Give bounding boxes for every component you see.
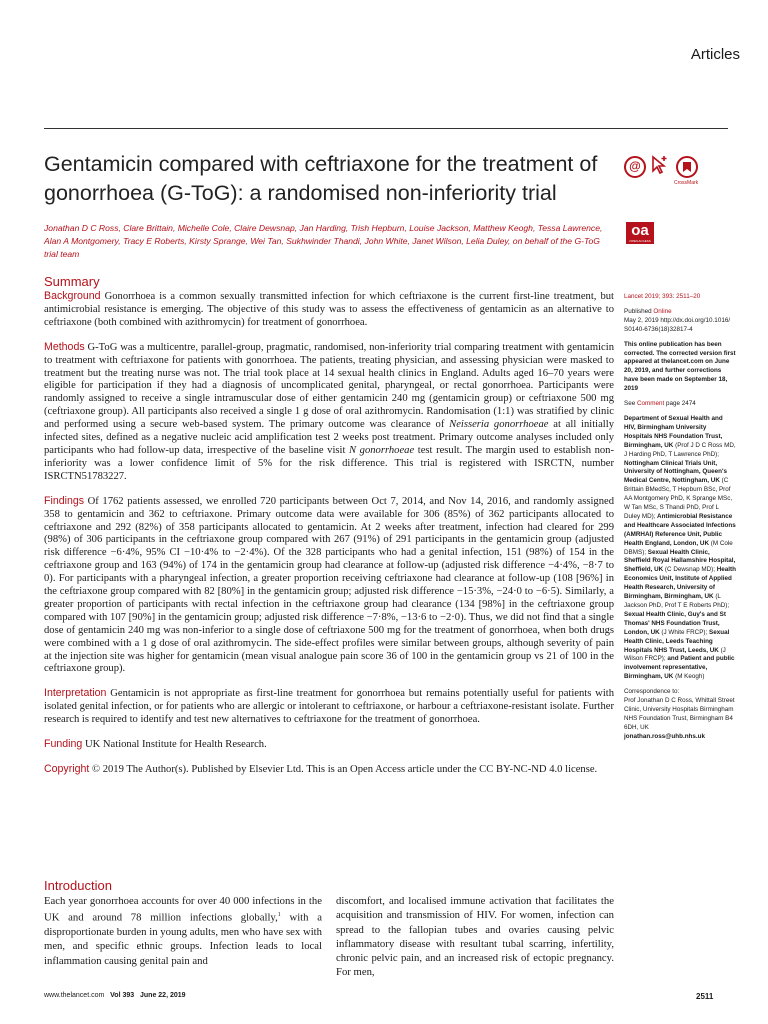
funding-paragraph xyxy=(44,738,614,752)
published-online-link[interactable]: Online xyxy=(653,307,672,315)
affiliation-authors: (J White FRCP); xyxy=(659,628,708,636)
correspondence xyxy=(624,688,736,741)
header-rule xyxy=(44,128,728,129)
methods-text: test result. The margin used to establish non-inferiority was a lower confidence limit of 5% for the risk difference. This trial is registered with ISRCTN, number ISRCTN51783227. xyxy=(44,444,614,482)
methods-label: Methods xyxy=(44,340,85,353)
copyright-paragraph xyxy=(44,763,614,777)
correspondence-label: Correspondence to: xyxy=(624,688,680,696)
publication-info xyxy=(624,308,736,335)
affiliation-authors: (Prof J D C Ross MD, J Harding PhD, T Lawrence PhD); xyxy=(624,441,736,458)
open-access-sublabel: OPEN ACCESS xyxy=(629,239,651,243)
author-list: Jonathan D C Ross, Clare Brittain, Michelle Cole, Claire Dewsnap, Jan Harding, Trish Hepburn, Louise Jackson, Matthew Keogh, Tessa Lawrence, Alan A Montgomery, Tracy E Roberts, Kirsty Sprange, Wei Tan, Sukhwinder Thandi, John White, Janet Wilson, Lelia Duley, on behalf of the G-ToG trial team xyxy=(44,223,603,260)
page-footer xyxy=(44,992,186,999)
affiliation-authors: (C Brittain BMedSc, T Hepburn BSc, Prof AA Montgomery PhD, K Sprange MSc, W Tan MSc, S Thandi PhD, Prof L Duley MD); xyxy=(624,477,733,520)
interpretation-text: Gentamicin is not appropriate as first-line treatment for gonorrhoea but remains potentially useful for patients with isolated genital infection, or for patients who are allergic or intolerant to ceftriaxone, or harbour a ceftriaxone-resistant isolate. Further research is required to identify and test new alternatives to ceftriaxone for the treatment of gonorrhoea. xyxy=(44,688,614,726)
affiliation-institution: Sexual Health Clinic, Sheffield Royal Hallamshire Hospital, Sheffield, UK xyxy=(624,548,736,574)
crossmark-icon[interactable] xyxy=(676,156,698,178)
affiliation-institution: Nottingham Clinical Trials Unit, University of Nottingham, Queen's Medical Centre, Nottingham, UK xyxy=(624,459,727,485)
copyright-label: Copyright xyxy=(44,763,90,775)
background-label: Background xyxy=(44,290,101,302)
altmetric-icon[interactable]: @ xyxy=(624,156,646,178)
see-comment xyxy=(624,400,736,409)
published-label: Published xyxy=(624,307,654,315)
methods-text: at all initially infected sites, defined as a negative nucleic acid amplification test 2 weeks post treatment. Primary outcome analyses included only participants who had follow-up data, irrespective of the baseline visit xyxy=(44,419,614,456)
background-paragraph xyxy=(44,290,614,330)
article-sidebar xyxy=(624,293,736,748)
journal-citation: Lancet 2019; 393: 2511–20 xyxy=(624,293,701,300)
see-suffix: page 2474 xyxy=(664,400,696,408)
findings-label: Findings xyxy=(44,494,85,507)
footer-site[interactable]: www.thelancet.com xyxy=(44,992,105,999)
open-access-badge xyxy=(626,222,654,244)
findings-paragraph xyxy=(44,495,614,677)
introduction-column-2: discomfort, and localised immune activation that facilitates the acquisition and transmission of HIV. For women, infection can spread to the fallopian tubes and ovaries causing pelvic inflammatory disease with resultant tubal scarring, infertility, chronic pelvic pain, and an increased risk of ectopic pregnancy. For men, xyxy=(336,895,614,979)
affiliations xyxy=(624,415,736,682)
summary-heading: Summary xyxy=(44,274,100,289)
correspondence-address: Prof Jonathan D C Ross, Whittall Street Clinic, University Hospitals Birmingham NHS Foundation Trust, Birmingham B4 6DH, UK xyxy=(624,697,735,731)
comment-link[interactable]: Comment xyxy=(636,400,665,408)
reference-superscript[interactable]: 1 xyxy=(277,912,281,919)
published-details: May 2, 2019 http://dx.doi.org/10.1016/ S0140-6736(18)32817-4 xyxy=(624,316,731,333)
introduction-section xyxy=(44,878,614,980)
affiliation-institution: Health Economics Unit, Institute of Applied Health Research, University of Birmingham, Birmingham, UK xyxy=(624,566,736,601)
correction-text: This online publication has been corrected. The corrected version first appeared at thelancet.com on June 20, 2019, and further corrections have been made on September 18, 2019 xyxy=(624,340,736,393)
introduction-column-1 xyxy=(44,894,322,980)
introduction-text: with a disproportionate burden in young adults, men who have sex with men, and specific ethnic groups. Infection leads to local inflammation causing genital pain and xyxy=(44,911,322,967)
see-prefix: See xyxy=(624,400,637,408)
open-access-label: oa xyxy=(631,222,649,239)
affiliation-authors: (M Cole DBMS); xyxy=(624,539,733,556)
interpretation-paragraph xyxy=(44,687,614,727)
affiliation-institution: Sexual Health Clinic, Leeds Teaching Hospitals NHS Trust, Leeds, UK xyxy=(624,628,730,654)
methods-italic-term: N gonorrhoeae xyxy=(349,444,415,456)
funding-label: Funding xyxy=(44,738,83,751)
footer-date: June 22, 2019 xyxy=(140,992,186,999)
interpretation-label: Interpretation xyxy=(44,687,107,700)
funding-text: UK National Institute for Health Research. xyxy=(82,739,267,751)
methods-italic-term: Neisseria gonorrhoeae xyxy=(449,419,549,431)
methods-paragraph xyxy=(44,341,614,484)
summary-section xyxy=(44,274,614,788)
section-label: Articles xyxy=(690,46,740,63)
article-badges xyxy=(624,154,704,194)
article-title: Gentamicin compared with ceftriaxone for the treatment of gonorrhoea (G-ToG): a randomised non-inferiority trial xyxy=(44,152,598,205)
findings-text: Of 1762 patients assessed, we enrolled 720 participants between Oct 7, 2014, and Nov 14, 2016, and randomly assigned 358 to gentamicin and 362 to ceftriaxone. Primary outcome data were available for 306 (85%) of 362 participants allocated to ceftriaxone and 292 (82%) of 358 participants allocated to gentamicin. At 2 weeks after treatment, infection had cleared for 299 (98%) of 306 participants in the ceftriaxone group compared with 267 (91%) of 291 participants in the gentamicin group (adjusted risk difference −6·4%, 95% CI −10·4% to −2·4%). Of the 328 participants who had a genital infection, 151 (98%) of 154 in the ceftriaxone group and 163 (94%) of 174 in the gentamicin group had clearance at follow-up (adjusted risk difference −4·4%, −8·7 to 0). For participants with a pharyngeal infection, a greater proportion receiving ceftriaxone had clearance at follow-up (108 [96%] in the ceftriaxone group compared with 82 [80%] in the gentamicin group; adjusted risk difference −15·3%, −24·0 to −6·5). Similarly, a greater proportion of participants with rectal infection in the ceftriaxone group had clearance (134 [98%] in the ceftriaxone group compared with 107 [90%] in the gentamicin group; adjusted risk difference −7·8%, −13·6 to −2·0). Thus, we did not find that a single dose of gentamicin 240 mg was non-inferior to a single dose of ceftriaxone 500 mg for the treatment of gonorrhoea, when both drugs were combined with a 1 g dose of oral azithromycin. The side-effect profiles were similar between groups, although severity of pain at the injection site was higher for gentamicin (mean visual analogue pain score 36 of 100 in the gentamicin group vs 21 of 100 in the ceftriaxone group). xyxy=(44,495,614,675)
introduction-heading: Introduction xyxy=(44,878,112,893)
affiliation-authors: (M Keogh) xyxy=(673,673,705,681)
affiliation-authors: (J Wilson FRCP); xyxy=(624,646,726,663)
affiliation-institution: Department of Sexual Health and HIV, Birmingham University Hospitals NHS Foundation Trust, Birmingham, UK xyxy=(624,414,723,449)
copyright-text: © 2019 The Author(s). Published by Elsevier Ltd. This is an Open Access article under the CC BY-NC-ND 4.0 license. xyxy=(89,764,598,775)
correction-note xyxy=(624,341,736,394)
correspondence-email[interactable]: jonathan.ross@uhb.nhs.uk xyxy=(624,732,706,740)
affiliation-institution: Sexual Health Clinic, Guy's and St Thomas' NHS Foundation Trust, London, UK xyxy=(624,610,726,636)
affiliation-authors: (L Jackson PhD, Prof T E Roberts PhD); xyxy=(624,593,730,609)
cursor-arrow-icon xyxy=(649,154,669,176)
background-text: Gonorrhoea is a common sexually transmitted infection for which ceftriaxone is the current first-line treatment, but antimicrobial resistance is emerging. The objective of this study was to assess the effectiveness of gentamicin as an alternative to ceftriaxone (both combined with azithromycin) for treatment of gonorrhoea. xyxy=(44,291,614,328)
methods-text: G-ToG was a multicentre, parallel-group, pragmatic, randomised, non-inferiority trial comparing treatment with gentamicin to treatment with ceftriaxone for patients with gonorrhoea. The patients, treating physician, and assessing physician were masked to treatment but the treating nurse was not. The trial took place at 14 sexual health clinics in England. Adults aged 16–70 years were eligible for participation if they had a diagnosis of uncomplicated genital, pharyngeal, or rectal gonorrhoea. Participants were randomly assigned to receive a single intramuscular dose of either gentamicin 240 mg (gentamicin group) or ceftriaxone 500 mg (ceftriaxone group). All participants also received a single 1 g dose of oral azithromycin. Randomisation (1:1) was stratified by clinic and performed using a secure web-based system. The primary outcome was clearance of xyxy=(44,341,614,431)
footer-volume: Vol 393 xyxy=(110,992,135,999)
page-number: 2511 xyxy=(696,992,714,1001)
affiliation-institution: and Patient and public involvement representative, Birmingham, UK xyxy=(624,655,735,681)
affiliation-authors: (C Dewsnap MD); xyxy=(663,566,715,574)
introduction-text: Each year gonorrhoea accounts for over 40 000 infections in the UK and around 78 million infections globally, xyxy=(44,895,322,924)
crossmark-label: CrossMark xyxy=(674,180,699,186)
affiliation-institution: Antimicrobial Resistance and Healthcare Associated Infections (AMRHAI) Reference Unit, Public Health England, London, UK xyxy=(624,512,736,547)
